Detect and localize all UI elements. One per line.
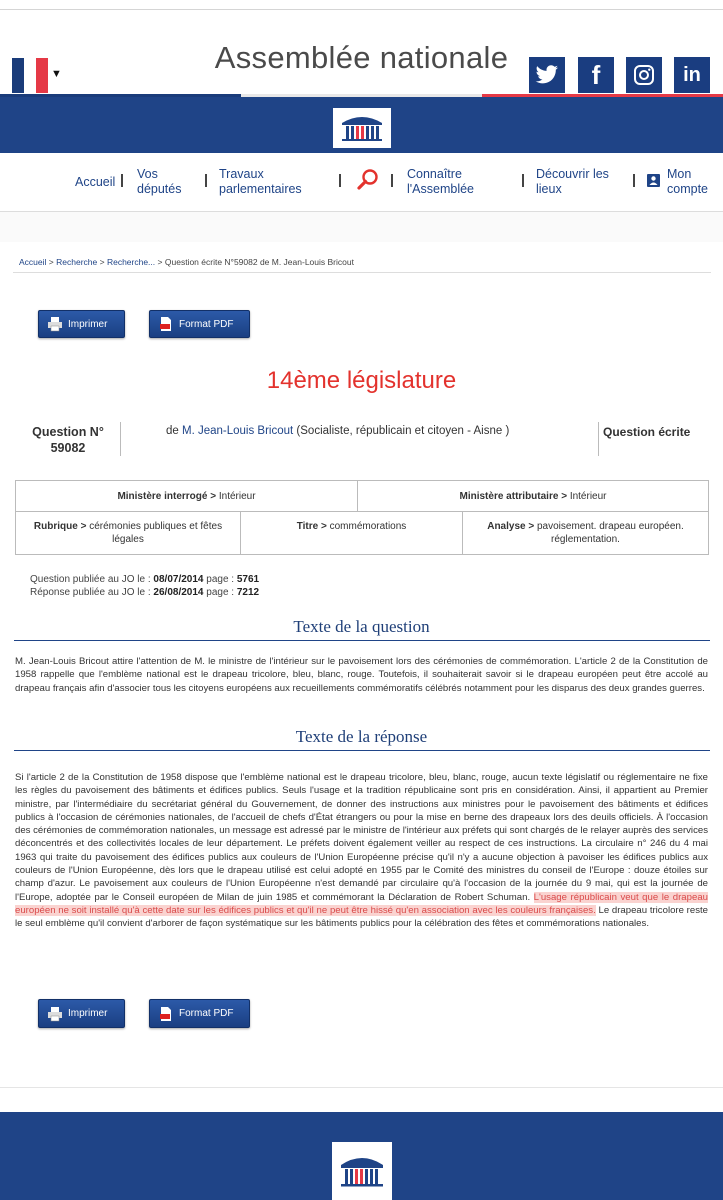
question-section-title: Texte de la question <box>293 617 430 636</box>
response-text: Si l'article 2 de la Constitution de 1958 dispose que l'emblème national est le drapeau tricolore, bleu, blanc, rouge, aucun texte législatif ou réglementaire ne fixe les règles du pavoisement des bâtiments et édifices publics. Seuls l'usage et la tradition républicaine sont pris en considération. Ainsi, il appartient au Premier ministre, par l'intermédiaire du secrétariat général du Gouvernement, de donner des instructions aux ministres pour le pavoisement des bâtiments et édifices publics à l'occasion de cérémonies nationales, de l'accueil de chefs d'État étrangers ou pour la mise en berne des drapeaux lors des deuils officiels. À l'occasion des cérémonies de commémoration nationales, un message est adressé par le ministre de l'intérieur aux préfets qui sont chargés de le relayer auprès des services déconcentrés et des collectivités locales de leur département. Le préfets doivent également veiller au respect de ces instructions. La circulaire n° 246 du 4 mai 1963 qui traite du pavoisement des édifices publics aux couleurs de l'Union Européenne précise qu'il n'y a aucune objection à pavoiser les édifices publics aux couleurs de l'Union Européenne, dès lors que le drapeau utilisé est celui adopté en 1955 par le Comité des ministres du conseil de l'Europe : douze étoiles sur champ d'azur. Le pavoisement aux couleurs de l'Union Européenne n'est demandé par circulaire qu'à l'occasion de la journée du 9 mai, qui est la journée de l'Europe, adoptée par le Conseil européen de Milan de juin 1985 et commémorant la Déclaration de Robert Schuman. L'usage républicain veut que le drapeau européen ne soit installé qu'à cette date sur les édifices publics et qu'il ne peut être hissé qu'en association avec les couleurs françaises. Le drapeau tricolore reste le seul emblème qu'il convient d'arborer de façon systématique sur les bâtiments publics pour la célébration des fêtes et commémorations nationales. <box>15 772 708 930</box>
top-divider <box>0 9 723 10</box>
pdf-button[interactable]: Format PDF <box>149 310 250 338</box>
response-section-title: Texte de la réponse <box>295 727 428 746</box>
facebook-icon[interactable]: f <box>578 57 614 93</box>
nav-deputes[interactable]: Vos députés <box>137 167 182 196</box>
breadcrumb-link[interactable]: Recherche <box>56 257 98 267</box>
instagram-icon[interactable] <box>626 57 662 93</box>
titre: Titre > commémorations <box>296 521 407 532</box>
question-author: de M. Jean-Louis Bricout (Socialiste, républicain et citoyen - Aisne ) <box>166 425 510 437</box>
breadcrumb-divider <box>13 272 711 273</box>
print-button[interactable]: Imprimer <box>38 999 125 1028</box>
publication-info: Question publiée au JO le : 08/07/2014 page : 5761 Réponse publiée au JO le : 26/08/2014 page : 7212 <box>30 574 260 598</box>
legislature-title: 14ème législature <box>266 367 457 394</box>
question-text: M. Jean-Louis Bricout attire l'attention de M. le ministre de l'intérieur sur le pavoisement lors des cérémonies de commémoration. L'article 2 de la Constitution de 1958 rappelle que l'emblème national est le drapeau tricolore, bleu, blanc, rouge. Toutefois, il souhaiterait savoir si le drapeau européen peut être accolé au drapeau français afin d'associer tous les citoyens européens aux recueillements commémoratifs célébrés notamment pour les disparus des deux grandes guerres. <box>15 656 708 694</box>
section-divider <box>14 750 710 751</box>
nav-separator <box>391 174 393 187</box>
pdf-button[interactable]: Format PDF <box>149 999 250 1028</box>
nav-decouvrir[interactable]: Découvrir les lieux <box>536 167 609 196</box>
question-info-table <box>15 480 709 555</box>
caret-down-icon[interactable]: ▼ <box>51 68 62 80</box>
nav-separator <box>121 174 123 187</box>
ministere-attributaire: Ministère attributaire > Intérieur <box>459 491 607 502</box>
nav-separator <box>633 174 635 187</box>
nav-separator <box>339 174 341 187</box>
print-button[interactable]: Imprimer <box>38 310 125 338</box>
highlight: L'usage républicain veut que le drapeau européen ne soit installé qu'à cette date sur les édifices publics et qu'il ne <box>15 891 708 916</box>
author-link[interactable]: M. Jean-Louis Bricout <box>182 425 294 437</box>
user-icon[interactable] <box>647 174 660 187</box>
breadcrumb: Accueil > Recherche > Recherche... > Question écrite N°59082 de M. Jean-Louis Bricout <box>19 257 354 267</box>
pdf-icon <box>158 1006 174 1022</box>
footer-divider <box>0 1087 723 1088</box>
site-title[interactable]: Assemblée nationale <box>214 40 509 75</box>
divider <box>598 422 599 456</box>
assemblee-logo-icon[interactable] <box>332 1142 392 1200</box>
pdf-icon <box>158 316 174 332</box>
breadcrumb-link[interactable]: Recherche... <box>106 257 156 267</box>
analyse: Analyse > pavoisement. drapeau européen. réglementation. <box>487 521 684 545</box>
ministere-interroge: Ministère interrogé > Intérieur <box>117 491 256 502</box>
nav-travaux[interactable]: Travaux parlementaires <box>219 167 302 196</box>
nav-shadow-band <box>0 212 723 242</box>
breadcrumb-current: Question écrite N°59082 de M. Jean-Louis Bricout <box>164 257 354 267</box>
nav-mon-compte[interactable]: Mon compte <box>667 167 708 196</box>
printer-icon <box>47 316 63 332</box>
breadcrumb-link[interactable]: Accueil <box>19 257 47 267</box>
search-icon[interactable] <box>356 167 380 191</box>
rubrique: Rubrique > cérémonies publiques et fêtes légales <box>33 521 223 545</box>
nav-separator <box>205 174 207 187</box>
nav-accueil[interactable]: Accueil <box>75 175 116 189</box>
nav-separator <box>522 174 524 187</box>
question-number: Question N° 59082 <box>32 425 104 455</box>
highlight: peut être hissé qu'en association avec les couleurs françaises. <box>329 904 596 916</box>
section-divider <box>14 640 710 641</box>
twitter-icon[interactable] <box>529 57 565 93</box>
assemblee-logo-icon[interactable] <box>333 108 391 148</box>
divider <box>120 422 121 456</box>
linkedin-icon[interactable]: in <box>674 57 710 93</box>
nav-connaitre[interactable]: Connaître l'Assemblée <box>407 167 474 196</box>
printer-icon <box>47 1006 63 1022</box>
question-type: Question écrite <box>603 425 691 439</box>
